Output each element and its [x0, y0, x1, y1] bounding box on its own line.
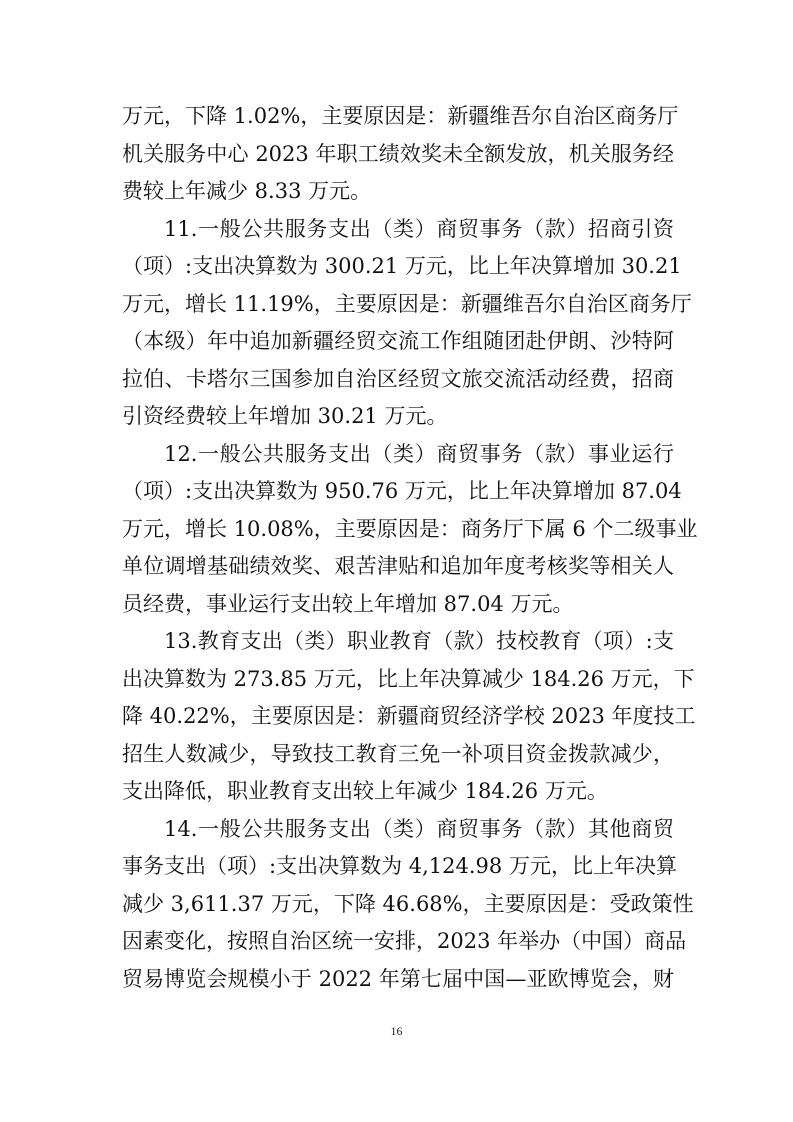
text-line: 因素变化，按照自治区统一安排，2023 年举办（中国）商品 [122, 929, 687, 953]
text-line: 机关服务中心 2023 年职工绩效奖未全额发放，机关服务经 [122, 141, 674, 166]
text-line: 出决算数为 273.85 万元，比上年决算减少 184.26 万元，下 [122, 666, 695, 691]
text-line: （项）:支出决算数为 950.76 万元，比上年决算增加 87.04 [122, 479, 682, 503]
text-line: 万元，下降 1.02%，主要原因是：新疆维吾尔自治区商务厅 [122, 104, 679, 128]
text-line: 12.一般公共服务支出（类）商贸事务（款）事业运行 [164, 441, 674, 466]
text-line: 支出降低，职业教育支出较上年减少 184.26 万元。 [122, 779, 608, 803]
text-line: 员经费，事业运行支出较上年增加 87.04 万元。 [122, 591, 574, 616]
paragraph-item-12 [122, 436, 698, 624]
text-line: 单位调增基础绩效奖、艰苦津贴和追加年度考核奖等相关人 [122, 554, 674, 578]
paragraph-continuation [122, 98, 679, 211]
text-line: 13.教育支出（类）职业教育（款）技校教育（项）:支 [164, 629, 674, 653]
text-line: 引资经费较上年增加 30.21 万元。 [122, 404, 448, 428]
text-line: 贸易博览会规模小于 2022 年第七届中国—亚欧博览会，财 [122, 966, 674, 991]
text-line: （本级）年中追加新疆经贸交流工作组随团赴伊朗、沙特阿 [122, 329, 674, 353]
paragraph-item-13 [122, 623, 696, 811]
paragraph-item-14 [122, 811, 694, 999]
text-line: 降 40.22%，主要原因是：新疆商贸经济学校 2023 年度技工 [122, 704, 696, 728]
text-line: （项）:支出决算数为 300.21 万元，比上年决算增加 30.21 [122, 254, 682, 278]
text-line: 14.一般公共服务支出（类）商贸事务（款）其他商贸 [164, 816, 674, 841]
text-line: 事务支出（项）:支出决算数为 4,124.98 万元，比上年决算 [122, 854, 677, 878]
text-line: 费较上年减少 8.33 万元。 [122, 179, 372, 203]
paragraph-item-11 [122, 211, 692, 436]
text-line: 11.一般公共服务支出（类）商贸事务（款）招商引资 [164, 216, 674, 241]
text-line: 减少 3,611.37 万元，下降 46.68%，主要原因是：受政策性 [122, 891, 694, 916]
page-number: 16 [390, 1024, 403, 1038]
text-line: 拉伯、卡塔尔三国参加自治区经贸文旅交流活动经费，招商 [122, 366, 674, 391]
document-body [122, 98, 698, 998]
text-line: 万元，增长 10.08%，主要原因是：商务厅下属 6 个二级事业 [122, 516, 698, 541]
text-line: 招生人数减少，导致技工教育三免一补项目资金拨款减少， [122, 741, 674, 766]
text-line: 万元，增长 11.19%，主要原因是：新疆维吾尔自治区商务厅 [122, 291, 692, 316]
